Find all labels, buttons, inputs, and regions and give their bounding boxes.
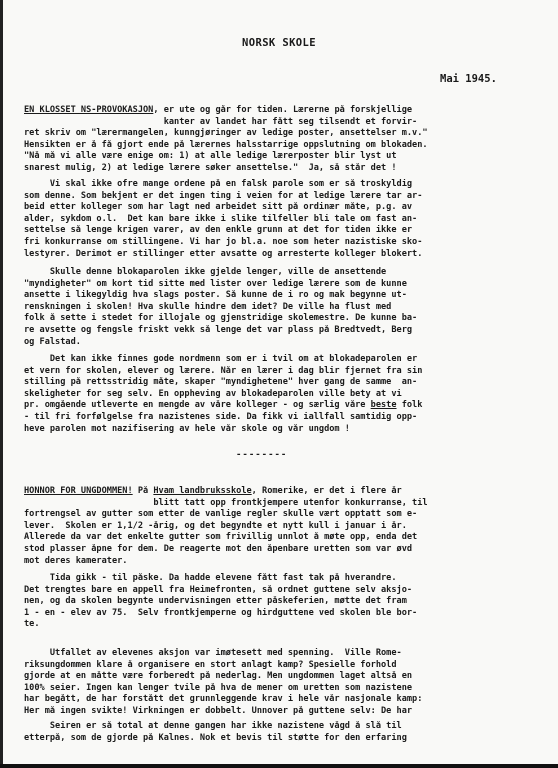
section2-intro [24, 486, 534, 567]
text-line: stod plasser åpne for dem. De reagerte mot den åpenbare uretten som var øvd [24, 543, 413, 554]
text-line: Vi skal ikke ofre mange ordene på en falsk parole som er så troskyldig [24, 179, 413, 189]
text-line: 100% seier. Ingen kan lenger tvile på hva de mener om uretten som nazistene [24, 682, 413, 693]
text-line: et vern for skolen, elever og lærere. Når en lærer i dag blir fjernet fra sin [24, 365, 423, 376]
page-left-border [0, 0, 3, 768]
text-line: - til fri forfølgelse fra nazistenes side. Da fikk vi iallfall samtidig opp- [24, 411, 418, 422]
text-line: ret skriv om "lærermangelen, kunngjøringer av ledige poster, ansettelser m.v." [24, 128, 428, 139]
text-line: alder, sykdom o.l. Det kan bare ikke i slike tilfeller bli tale om fast an- [24, 213, 418, 224]
text-line: beid etter kolleger som har lagt ned arbeidet sitt på ordinær måte, p.g. av [24, 202, 413, 213]
text-line: som denne. Som bekjent er det ingen ting i veien for at ledige lærere tar ar- [24, 190, 423, 201]
text-line: lever. Skolen er 1,1/2 -årig, og det begyndte et nytt kull i januar i år. [24, 520, 407, 531]
text-line: Allerede da var det enkelte gutter som frivillig unnlot å møte opp, enda det [24, 532, 418, 543]
section1-paragraph-3 [24, 267, 534, 348]
section1-intro [24, 105, 534, 175]
text-line: nen, og da skolen begynte undervisningen etter påskeferien, møtte det fram [24, 596, 407, 607]
text-line: "Nå må vi alle være enige om: 1) at alle ledige lærerposter blir lyst ut [24, 151, 397, 162]
text-line: ansette i likegyldig hva slags poster. Så kunne de i ro og mak begynne ut- [24, 290, 407, 301]
text-line: Det kan ikke finnes gode nordmenn som er i tvil om at blokadeparolen er [24, 354, 418, 364]
text-line: stilling på rettsstridig måte, skaper "myndighetene" hver gang de samme an- [24, 377, 418, 388]
section1-paragraph-4 [24, 354, 534, 435]
text-line: fri konkurranse om stillingene. Vi har jo bl.a. noe som heter nazistiske sko- [24, 236, 423, 247]
text-line: etterpå, som de gjorde på Kalnes. Nok et bevis til støtte for den erfaring [24, 732, 407, 743]
text-line: Skulle denne blokaparolen ikke gjelde lenger, ville de ansettende [24, 267, 387, 277]
text-line: og Falstad. [24, 336, 81, 347]
text-line: fortrengsel av gutter som etter de vanlige regler skulle vært opptatt som e- [24, 509, 418, 520]
section-divider: -------- [236, 450, 288, 460]
text-line: Hensikten er å få gjort ende på lærernes halsstarrige oppslutning om blokaden. [24, 139, 428, 150]
school-name: Hvam landbruksskole [153, 486, 252, 496]
page-bottom-border [0, 764, 558, 768]
section2-paragraph-3 [24, 648, 534, 718]
section1-paragraph-2 [24, 179, 534, 260]
text-line: heve parolen mot nazifisering av hele vår skole og vår ungdom ! [24, 423, 350, 434]
text-line: blitt tatt opp frontkjempere utenfor konkurranse, til [24, 497, 428, 508]
text-line: "myndigheter" om kort tid sitte med lister over ledige lærere som de kunne [24, 278, 407, 289]
text-line: settelse så lenge krigen varer, av den enkle grunn at det for tiden ikke er [24, 225, 413, 236]
section2-heading: HONNÖR FOR UNGDOMMEN! [24, 486, 133, 496]
text-line: folk å sette i stedet for illojale og gjenstridige skolemestre. De kunne ba- [24, 313, 418, 324]
text-line: lestyrer. Derimot er stillinger etter avsatte og arresterte kolleger blokert. [24, 248, 423, 259]
section1-heading: EN KLOSSET NS-PROVOKASJON [24, 105, 154, 115]
section2-paragraph-2 [24, 573, 534, 631]
section1-first-line: EN KLOSSET NS-PROVOKASJON, er ute og går for tiden. Lærerne på forskjellige [24, 105, 413, 115]
text-line: pr. omgående utleverte en mengde av våre kolleger - og særlig våre beste folk [24, 400, 423, 411]
text-line: mot deres kamerater. [24, 555, 128, 566]
section2-paragraph-4 [24, 721, 534, 744]
issue-date: Mai 1945. [440, 73, 497, 85]
text-line: re avsette og fengsle friskt vekk så lenge det var plass på Bredtvedt, Berg [24, 324, 413, 335]
text-line: Seiren er så total at denne gangen har ikke nazistene vågd å slå til [24, 721, 402, 731]
text-line: kanter av landet har fått seg tilsendt et forvir- [24, 116, 418, 127]
text-line: Det trengtes bare en appell fra Heimefronten, så ordnet guttene selv aksjo- [24, 584, 413, 595]
text-line: har begått, de har forstått det grunnleggende krav i hele vår nasjonale kamp: [24, 694, 423, 705]
section2-first-line: HONNÖR FOR UNGDOMMEN! På Hvam landbruksskole, Romerike, er det i flere år [24, 486, 402, 496]
text-line: 1 - en - elev av 75. Selv frontkjemperne og hirdguttene ved skolen ble bor- [24, 607, 418, 618]
text-line: renskningen i skolen! Hva skulle hindre dem idet? De ville ha flust med [24, 301, 392, 312]
text-line: skeligheter for seg selv. En oppheving av blokadeparolen ville bety at vi [24, 388, 402, 399]
text-line: riksungdommen klare å organisere en stort anlagt kamp? Spesielle forhold [24, 659, 397, 670]
text-line: Her må ingen svikte! Virkningen er dobbelt. Unnover på guttene selv: De har [24, 705, 413, 716]
text-line: te. [24, 619, 40, 630]
text-line: Utfallet av elevenes aksjon var imøtesett med spenning. Ville Rome- [24, 648, 402, 658]
underlined-word: beste [370, 400, 397, 411]
page-title: NORSK SKOLE [242, 37, 316, 49]
text-line: Tida gikk - til påske. Da hadde elevene fått fast tak på hverandre. [24, 573, 397, 583]
text-line: gjorde at en måtte være forberedt på nederlag. Men ungdommen laget altså en [24, 671, 413, 682]
text-line: snarest mulig, 2) at ledige lærere søker ansettelse." Ja, så står det ! [24, 162, 397, 173]
